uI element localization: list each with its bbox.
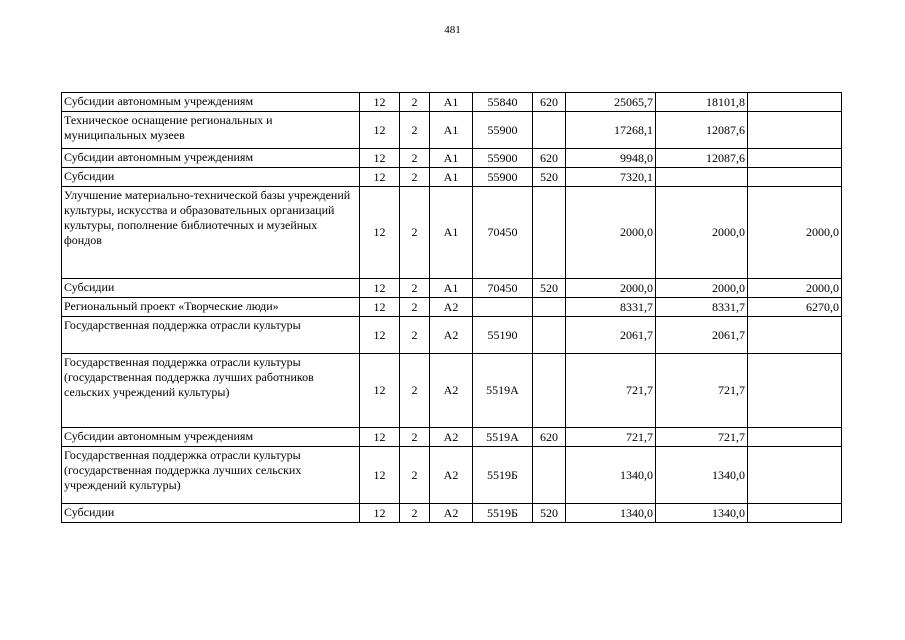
row-name: Субсидии [62, 279, 360, 298]
program-code: А1 [430, 187, 473, 279]
row-name: Субсидии [62, 168, 360, 187]
program-code: А1 [430, 149, 473, 168]
amount-2: 12087,6 [656, 112, 748, 149]
table-row [62, 279, 842, 298]
section-code: 12 [360, 354, 400, 428]
amount-3 [748, 112, 842, 149]
section-code: 12 [360, 168, 400, 187]
amount-2: 1340,0 [656, 447, 748, 504]
table-row [62, 149, 842, 168]
row-name: Региональный проект «Творческие люди» [62, 298, 360, 317]
amount-2: 2061,7 [656, 317, 748, 354]
amount-3 [748, 354, 842, 428]
amount-1: 1340,0 [566, 504, 656, 523]
amount-3 [748, 317, 842, 354]
target-article-code: 55900 [473, 168, 533, 187]
section-code: 12 [360, 112, 400, 149]
table-row [62, 93, 842, 112]
program-code: А1 [430, 112, 473, 149]
expense-type-code [533, 187, 566, 279]
section-code: 12 [360, 447, 400, 504]
row-name: Техническое оснащение региональных и муниципальных музеев [62, 112, 360, 149]
subsection-code: 2 [400, 187, 430, 279]
section-code: 12 [360, 317, 400, 354]
amount-3 [748, 504, 842, 523]
table-row [62, 112, 842, 149]
amount-2: 18101,8 [656, 93, 748, 112]
expense-type-code: 520 [533, 279, 566, 298]
subsection-code: 2 [400, 93, 430, 112]
target-article-code: 70450 [473, 187, 533, 279]
row-name: Субсидии автономным учреждениям [62, 93, 360, 112]
amount-1: 2000,0 [566, 279, 656, 298]
expense-type-code [533, 317, 566, 354]
expense-type-code [533, 447, 566, 504]
amount-1: 1340,0 [566, 447, 656, 504]
target-article-code [473, 298, 533, 317]
expense-type-code: 520 [533, 504, 566, 523]
row-name: Улучшение материально-технической базы учреждений культуры, искусства и образовательных организаций культуры, пополнение библиотечных и музейных фондов [62, 187, 360, 279]
subsection-code: 2 [400, 149, 430, 168]
section-code: 12 [360, 279, 400, 298]
expense-type-code: 520 [533, 168, 566, 187]
subsection-code: 2 [400, 168, 430, 187]
target-article-code: 5519Б [473, 504, 533, 523]
amount-3 [748, 93, 842, 112]
amount-3 [748, 428, 842, 447]
amount-1: 9948,0 [566, 149, 656, 168]
table-row [62, 354, 842, 428]
target-article-code: 70450 [473, 279, 533, 298]
amount-1: 25065,7 [566, 93, 656, 112]
subsection-code: 2 [400, 112, 430, 149]
section-code: 12 [360, 428, 400, 447]
section-code: 12 [360, 93, 400, 112]
subsection-code: 2 [400, 504, 430, 523]
section-code: 12 [360, 298, 400, 317]
amount-1: 2000,0 [566, 187, 656, 279]
expense-type-code [533, 112, 566, 149]
target-article-code: 5519А [473, 428, 533, 447]
target-article-code: 55900 [473, 149, 533, 168]
amount-3: 2000,0 [748, 279, 842, 298]
table-row [62, 428, 842, 447]
target-article-code: 55840 [473, 93, 533, 112]
target-article-code: 55190 [473, 317, 533, 354]
subsection-code: 2 [400, 298, 430, 317]
row-name: Государственная поддержка отрасли культуры [62, 317, 360, 354]
row-name: Субсидии [62, 504, 360, 523]
target-article-code: 5519Б [473, 447, 533, 504]
row-name: Субсидии автономным учреждениям [62, 149, 360, 168]
amount-3: 6270,0 [748, 298, 842, 317]
amount-2: 8331,7 [656, 298, 748, 317]
program-code: А1 [430, 279, 473, 298]
expense-type-code [533, 354, 566, 428]
amount-1: 8331,7 [566, 298, 656, 317]
table-row [62, 168, 842, 187]
expense-type-code [533, 298, 566, 317]
section-code: 12 [360, 504, 400, 523]
program-code: А1 [430, 168, 473, 187]
amount-3 [748, 168, 842, 187]
program-code: А2 [430, 447, 473, 504]
target-article-code: 55900 [473, 112, 533, 149]
target-article-code: 5519А [473, 354, 533, 428]
amount-2: 721,7 [656, 428, 748, 447]
expense-type-code: 620 [533, 149, 566, 168]
amount-1: 721,7 [566, 428, 656, 447]
table-row [62, 317, 842, 354]
subsection-code: 2 [400, 279, 430, 298]
expense-type-code: 620 [533, 428, 566, 447]
subsection-code: 2 [400, 428, 430, 447]
row-name: Государственная поддержка отрасли культуры (государственная поддержка лучших сельских учреждений культуры) [62, 447, 360, 504]
amount-2 [656, 168, 748, 187]
budget-table [61, 92, 842, 523]
program-code: А1 [430, 93, 473, 112]
subsection-code: 2 [400, 354, 430, 428]
amount-3 [748, 149, 842, 168]
table-row [62, 504, 842, 523]
table-row [62, 187, 842, 279]
amount-2: 12087,6 [656, 149, 748, 168]
amount-3 [748, 447, 842, 504]
subsection-code: 2 [400, 447, 430, 504]
amount-1: 721,7 [566, 354, 656, 428]
amount-1: 17268,1 [566, 112, 656, 149]
section-code: 12 [360, 187, 400, 279]
row-name: Субсидии автономным учреждениям [62, 428, 360, 447]
page-number: 481 [444, 24, 461, 36]
amount-2: 2000,0 [656, 279, 748, 298]
amount-1: 2061,7 [566, 317, 656, 354]
program-code: А2 [430, 354, 473, 428]
row-name: Государственная поддержка отрасли культуры (государственная поддержка лучших работников сельских учреждений культуры) [62, 354, 360, 428]
amount-1: 7320,1 [566, 168, 656, 187]
program-code: А2 [430, 504, 473, 523]
amount-2: 1340,0 [656, 504, 748, 523]
subsection-code: 2 [400, 317, 430, 354]
program-code: А2 [430, 317, 473, 354]
expense-type-code: 620 [533, 93, 566, 112]
amount-2: 721,7 [656, 354, 748, 428]
table-row [62, 447, 842, 504]
table-row [62, 298, 842, 317]
program-code: А2 [430, 298, 473, 317]
section-code: 12 [360, 149, 400, 168]
amount-2: 2000,0 [656, 187, 748, 279]
program-code: А2 [430, 428, 473, 447]
amount-3: 2000,0 [748, 187, 842, 279]
